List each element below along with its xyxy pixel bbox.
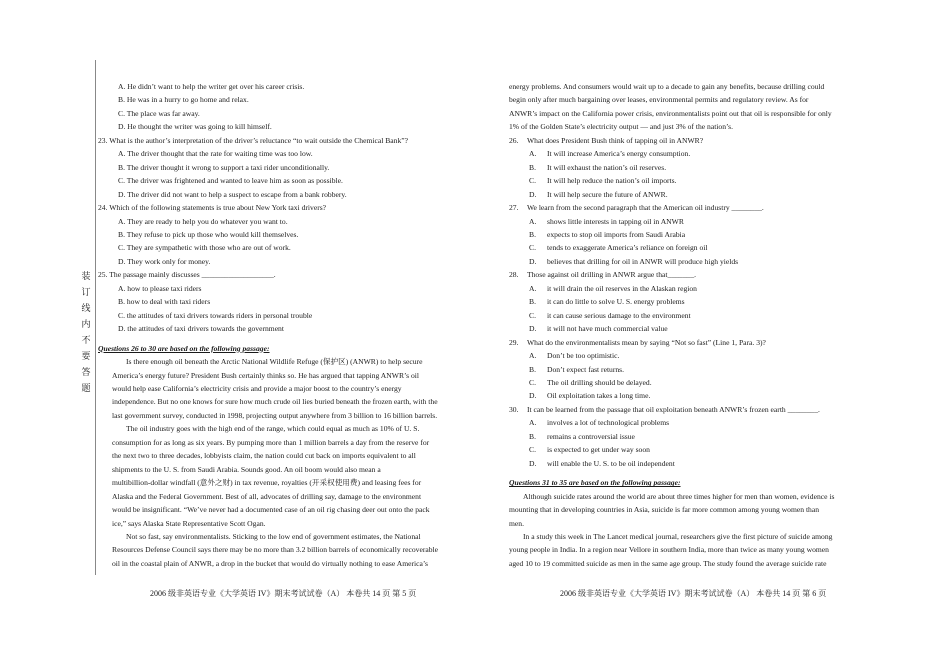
passage-line: begin only after much bargaining over leases, environmental permits and regulatory review. As for	[509, 95, 809, 105]
option-letter: A.	[529, 283, 537, 293]
passage-line: Is there enough oil beneath the Arctic National Wildlife Refuge (保护区) (ANWR) to help secure	[126, 357, 423, 367]
q24-option: A. They are ready to help you do whatever you want to.	[118, 216, 288, 226]
option-text: tends to exaggerate America’s reliance on foreign oil	[547, 243, 708, 253]
q23-option: C. The driver was frightened and wanted to leave him as soon as possible.	[118, 176, 343, 186]
option-letter: C.	[529, 176, 536, 186]
option-text: Don’t be too optimistic.	[547, 351, 620, 361]
option-text: believes that drilling for oil in ANWR will produce high yields	[547, 256, 739, 266]
passage2-header: Questions 31 to 35 are based on the following passage:	[509, 478, 681, 488]
q24-option: D. They work only for money.	[118, 256, 211, 266]
binding-char: 不	[81, 335, 91, 345]
question-number: 26.	[509, 135, 519, 145]
answer-option	[509, 309, 897, 322]
option-text: It will exhaust the nation’s oil reserves.	[547, 162, 667, 172]
binding-char: 线	[81, 303, 91, 313]
answer-option	[509, 322, 897, 335]
question-number: 30.	[509, 404, 519, 414]
q22-option: A. He didn’t want to help the writer get over his career crisis.	[118, 82, 305, 91]
passage-line: oil in the coastal plain of ANWR, a drop in the bucket that would do virtually nothing to ease America’s	[112, 558, 428, 568]
answer-option	[509, 228, 897, 241]
passage-line: ice,” says Alaska State Representative Scott Ogan.	[112, 518, 266, 528]
option-letter: D.	[529, 458, 537, 468]
binding-char: 答	[81, 367, 91, 377]
answer-option	[509, 430, 897, 443]
option-letter: A.	[529, 149, 537, 159]
q24-option: C. They are sympathetic with those who are out of work.	[118, 243, 291, 253]
question-26	[509, 134, 897, 147]
question-text: We learn from the second paragraph that the American oil industry ________.	[527, 203, 764, 213]
q25-option: D. the attitudes of taxi drivers towards the government	[118, 324, 284, 334]
passage-line: energy problems. And consumers would wait up to a decade to gain any benefits, because drilling could	[509, 82, 825, 91]
question-number: 27.	[509, 203, 519, 213]
option-letter: A.	[529, 351, 537, 361]
option-letter: A.	[529, 216, 537, 226]
answer-option	[509, 295, 897, 308]
question-number: 28.	[509, 270, 519, 280]
option-text: Oil exploitation takes a long time.	[547, 391, 651, 401]
option-text: It will increase America’s energy consumption.	[547, 149, 691, 159]
passage-line: The oil industry goes with the high end of the range, which could equal as much as 10% of U. S.	[126, 424, 420, 434]
answer-option	[509, 282, 897, 295]
option-text: shows little interests in tapping oil in ANWR	[547, 216, 684, 226]
q22-option: D. He thought the writer was going to kill himself.	[118, 122, 272, 132]
option-letter: C.	[529, 445, 536, 455]
passage-line: ANWR’s impact on the California power crisis, environmentalists point out that oil is responsible for only	[509, 108, 832, 118]
passage-text	[98, 355, 486, 570]
question-text: What do the environmentalists mean by saying “Not so fast” (Line 1, Para. 3)?	[527, 337, 766, 347]
q25-option: B. how to deal with taxi riders	[118, 297, 211, 307]
binding-char: 要	[81, 351, 91, 361]
passage-line: Alaska and the Federal Government. Best of all, advocates of drilling say, damage to the environment	[112, 491, 422, 501]
question-29	[509, 336, 897, 349]
q25-option: A. how to please taxi riders	[118, 283, 202, 293]
passage-line: Resources Defense Council says there may be no more than 3.2 billion barrels of economically recoverable	[112, 545, 438, 555]
answer-option	[509, 389, 897, 402]
answer-option	[509, 161, 897, 174]
option-text: it can cause serious damage to the environment	[547, 310, 691, 320]
binding-char: 题	[81, 383, 91, 393]
right-page	[509, 80, 897, 570]
question-number: 29.	[509, 337, 519, 347]
passage2-line: In a study this week in The Lancet medical journal, researchers give the first picture of suicide among	[523, 531, 833, 541]
passage2-line: men.	[509, 518, 524, 528]
passage-line: would help ease California’s electricity crisis and provide a major boost to the country’s energy	[112, 383, 402, 393]
option-text: it can do little to solve U. S. energy problems	[547, 297, 685, 307]
q23-option: A. The driver thought that the rate for waiting time was too low.	[118, 149, 313, 159]
question-text: It can be learned from the passage that oil exploitation beneath ANWR’s frozen earth ________.	[527, 404, 820, 414]
answer-option	[509, 416, 897, 429]
option-letter: D.	[529, 324, 537, 334]
q23-option: D. The driver did not want to help a suspect to escape from a bank robbery.	[118, 189, 347, 199]
option-letter: C.	[529, 377, 536, 387]
passage-line: last government survey, conducted in 1998, projecting output anywhere from 3 billion to 16 billion barrels.	[112, 410, 438, 420]
binding-char: 装	[81, 271, 91, 281]
option-letter: B.	[529, 364, 536, 374]
answer-option	[509, 147, 897, 160]
binding-char: 内	[81, 319, 91, 329]
q24-option: B. They refuse to pick up those who would kill themselves.	[118, 229, 299, 239]
passage-line: the next two to three decades, lobbyists claim, the nation could cut back on imports equivalent to all	[112, 451, 416, 461]
passage-line: would be insignificant. “We’ve never had a documented case of an oil rig chasing deer out onto the pack	[112, 505, 430, 515]
option-letter: D.	[529, 189, 537, 199]
passage-line: independence. But no one knows for sure how much crude oil lies buried beneath the frozen earth, with the	[112, 397, 438, 407]
answer-option	[509, 349, 897, 362]
passage2-line: young people in India. In a region near Vellore in southern India, more than twice as many young women	[509, 545, 829, 555]
option-text: It will help secure the future of ANWR.	[547, 189, 668, 199]
passage-line: Not so fast, say environmentalists. Sticking to the low end of government estimates, the National	[126, 531, 421, 541]
q22-option: C. The place was far away.	[118, 108, 200, 118]
answer-option	[509, 255, 897, 268]
option-text: it will not have much commercial value	[547, 324, 668, 334]
answer-option	[509, 363, 897, 376]
passage-line: America’s energy future? President Bush certainly thinks so. He has argued that tapping ANWR’s oil	[112, 370, 419, 380]
q22-option: B. He was in a hurry to go home and relax.	[118, 95, 249, 105]
binding-instruction	[80, 268, 92, 396]
question-25: 25. The passage mainly discusses ___________________.	[98, 270, 276, 280]
binding-char: 订	[81, 287, 91, 297]
option-text: is expected to get under way soon	[547, 445, 650, 455]
passage-header: Questions 26 to 30 are based on the following passage:	[98, 343, 270, 353]
passage-line: 1% of the Golden State’s electricity output — and just 3% of the nation’s.	[509, 122, 733, 132]
option-text: will enable the U. S. to be oil independent	[547, 458, 675, 468]
option-letter: B.	[529, 431, 536, 441]
option-letter: B.	[529, 229, 536, 239]
answer-option	[509, 241, 897, 254]
option-text: The oil drilling should be delayed.	[547, 377, 652, 387]
answer-option	[509, 174, 897, 187]
option-letter: C.	[529, 310, 536, 320]
q23-option: B. The driver thought it wrong to support a taxi rider unconditionally.	[118, 162, 330, 172]
option-letter: C.	[529, 243, 536, 253]
passage2-line: mounting that in developing countries in Asia, suicide is far more common among young women than	[509, 505, 820, 515]
option-text: It will help reduce the nation’s oil imports.	[547, 176, 677, 186]
option-text: remains a controversial issue	[547, 431, 635, 441]
option-text: expects to stop oil imports from Saudi Arabia	[547, 229, 686, 239]
q25-option: C. the attitudes of taxi drivers towards riders in personal trouble	[118, 310, 313, 320]
question-text: Those against oil drilling in ANWR argue that_______.	[527, 270, 697, 280]
option-letter: D.	[529, 256, 537, 266]
question-list	[509, 134, 897, 470]
option-text: Don’t expect fast returns.	[547, 364, 625, 374]
option-letter: B.	[529, 297, 536, 307]
option-letter: A.	[529, 418, 537, 428]
question-24: 24. Which of the following statements is true about New York taxi drivers?	[98, 203, 327, 213]
passage2-line: Although suicide rates around the world are about three times higher for men than women, evidence is	[523, 491, 835, 501]
answer-option	[509, 457, 897, 470]
question-28	[509, 268, 897, 281]
question-text: What does President Bush think of tapping oil in ANWR?	[527, 135, 704, 145]
answer-option	[509, 188, 897, 201]
left-page	[98, 80, 486, 570]
question-27	[509, 201, 897, 214]
passage2-line: aged 10 to 19 committed suicide as men in the same age group. The study found the average suicide rate	[509, 558, 827, 568]
page-footer-left: 2006 级非英语专业《大学英语 IV》期末考试试卷（A） 本卷共 14 页 第 5 页	[150, 589, 417, 598]
binding-margin-line	[95, 60, 96, 575]
option-letter: D.	[529, 391, 537, 401]
question-23: 23. What is the author’s interpretation of the driver’s reluctance “to wait outside the Chemical Bank”?	[98, 135, 408, 145]
question-30	[509, 403, 897, 416]
option-letter: B.	[529, 162, 536, 172]
answer-option	[509, 376, 897, 389]
passage-line: multibillion-dollar windfall (意外之财) in tax revenue, royalties (开采权使用费) and leasing fees for	[112, 478, 422, 488]
page-footer-right: 2006 级非英语专业《大学英语 IV》期末考试试卷（A） 本卷共 14 页 第 6 页	[560, 589, 827, 598]
option-text: involves a lot of technological problems	[547, 418, 670, 428]
passage-line: consumption for as long as six years. By pumping more than 1 million barrels a day from the reserve for	[112, 437, 430, 447]
passage-line: shipments to the U. S. from Saudi Arabia. Sounds good. An oil boom would also mean a	[112, 464, 381, 474]
answer-option	[509, 215, 897, 228]
option-text: it will drain the oil reserves in the Alaskan region	[547, 283, 697, 293]
answer-option	[509, 443, 897, 456]
